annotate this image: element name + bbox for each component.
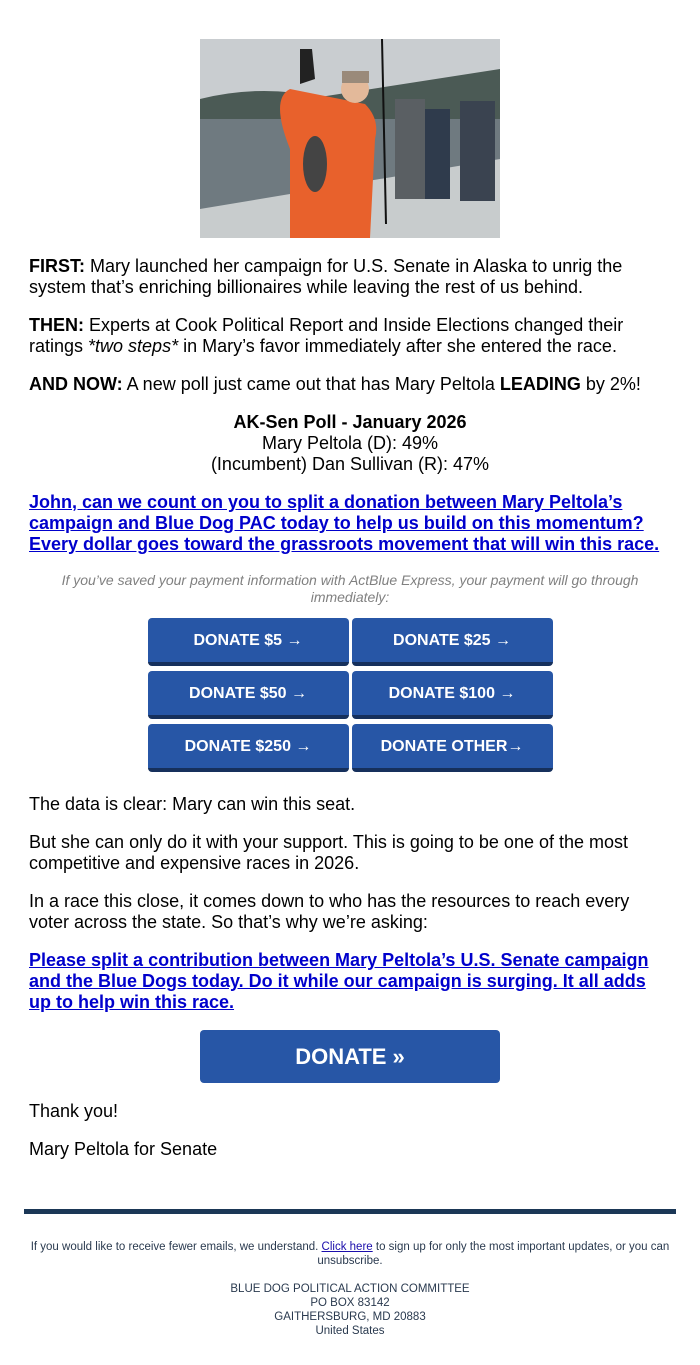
donate-100-button[interactable]: DONATE $100 → xyxy=(352,671,553,719)
signature: Mary Peltola for Senate xyxy=(29,1139,218,1159)
then-label: THEN: xyxy=(29,315,84,335)
body-paragraph: But she can only do it with your support. This is going to be one of the most competitive and expensive races in 2026. xyxy=(29,832,629,873)
then-text: Experts at Cook Political Report and Inside Elections changed their ratings xyxy=(29,315,624,356)
first-text: Mary launched her campaign for U.S. Senate in Alaska to unrig the system that’s enriching billionaires while leaving the rest of us behind. xyxy=(29,256,623,297)
body-paragraph: In a race this close, it comes down to who has the resources to reach every voter across the state. So that’s why we’re asking: xyxy=(29,891,630,932)
donate-250-button[interactable]: DONATE $250 → xyxy=(148,724,349,772)
poll-result-peltola: Mary Peltola (D): 49% xyxy=(261,433,439,453)
then-emphasis: *two steps* xyxy=(88,336,179,356)
committee-name: BLUE DOG POLITICAL ACTION COMMITTEE xyxy=(230,1283,470,1295)
donate-main-button[interactable]: DONATE » xyxy=(200,1030,500,1083)
first-label: FIRST: xyxy=(29,256,85,276)
contribution-link[interactable]: Please split a contribution between Mary Peltola’s U.S. Senate campaign and the Blue Dogs today. Do it while our campaign is surging. It all adds up to help win this race. xyxy=(29,950,649,1012)
actblue-express-note: If you’ve saved your payment information with ActBlue Express, your payment will go through immediately: xyxy=(61,572,639,605)
then-text-end: in Mary’s favor immediately after she entered the race. xyxy=(178,336,617,356)
body-paragraph: The data is clear: Mary can win this seat. xyxy=(29,794,356,814)
donate-25-button[interactable]: DONATE $25 → xyxy=(352,618,553,666)
address-line: PO BOX 83142 xyxy=(310,1297,390,1309)
donate-other-button[interactable]: DONATE OTHER→ xyxy=(352,724,553,772)
footer-divider xyxy=(24,1209,676,1214)
leading-text: LEADING xyxy=(499,374,581,394)
poll-result-sullivan: (Incumbent) Dan Sullivan (R): 47% xyxy=(210,454,490,474)
now-paragraph xyxy=(29,374,671,395)
donate-5-button[interactable]: DONATE $5 → xyxy=(148,618,349,666)
thanks-text: Thank you! xyxy=(29,1101,119,1121)
footer-text-end: to sign up for only the most important updates, or you can unsubscribe. xyxy=(317,1241,670,1267)
now-text: A new poll just came out that has Mary Peltola xyxy=(122,374,500,394)
now-text-end: by 2%! xyxy=(580,374,641,394)
then-paragraph xyxy=(29,315,671,357)
address-line: GAITHERSBURG, MD 20883 xyxy=(274,1311,426,1323)
donate-button-grid xyxy=(29,618,671,772)
address-country: United States xyxy=(315,1325,385,1337)
donation-ask-link[interactable]: John, can we count on you to split a donation between Mary Peltola’s campaign and Blue Dog PAC today to help us build on this momentum? Every dollar goes toward the grassroots movement that will win this race. xyxy=(29,492,660,554)
first-paragraph xyxy=(29,256,671,298)
footer-text: If you would like to receive fewer emails, we understand. xyxy=(30,1241,322,1253)
now-label: AND NOW: xyxy=(29,374,123,394)
campaign-photo xyxy=(200,39,500,238)
donate-50-button[interactable]: DONATE $50 → xyxy=(148,671,349,719)
email-preferences-link[interactable]: Click here xyxy=(321,1241,373,1253)
footer xyxy=(24,1240,676,1338)
footer-preferences xyxy=(24,1240,676,1268)
poll-block xyxy=(29,412,671,475)
poll-title: AK-Sen Poll - January 2026 xyxy=(233,412,467,432)
